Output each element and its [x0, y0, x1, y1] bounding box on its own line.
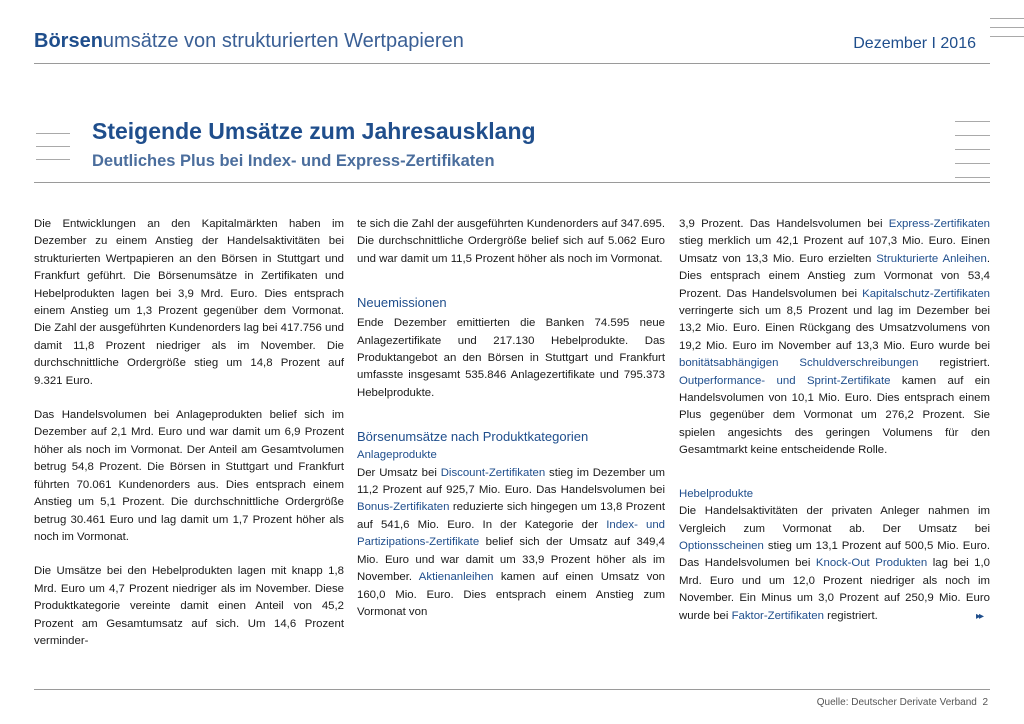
text-column-3	[679, 216, 990, 625]
header-title-rest: umsätze von strukturierten Wertpapieren	[102, 30, 464, 52]
source-text: Quelle: Deutscher Derivate Verband	[816, 697, 977, 708]
link-faktor-zertifikate[interactable]: Faktor-Zertifikaten	[731, 609, 824, 622]
date-year: 2016	[940, 35, 976, 52]
link-outperformance-sprint-zertifikate[interactable]: Outperformance- und Sprint-Zertifikate	[679, 374, 891, 387]
article-title: Steigende Umsätze zum Jahresausklang	[92, 118, 536, 144]
link-discount-zertifikate[interactable]: Discount-Zertifikaten	[440, 466, 546, 479]
decorative-lines-right	[955, 121, 990, 191]
subheading-hebelprodukte: Hebelprodukte	[679, 487, 754, 500]
decorative-lines-top-right	[990, 18, 1024, 45]
paragraph: 3,9 Prozent. Das Handelsvolumen bei Express-Zertifikaten stieg merklich um 42,1 Prozent auf 107,3 Mio. Euro. Einen Umsatz von 13,3 Mio. Euro erzielten Strukturierte Anleihen. Dies entsprach einem Anstieg zum Vormonat von 53,4 Prozent. Das Handelsvolumen bei Kapitalschutz-Zertifikaten verringerte sich um 8,5 Prozent und lag im Dezember bei 13,2 Mio. Euro. Einen Rückgang des Umsatzvolumens von 19,2 Mio. Euro im November auf 13,3 Mio. Euro wurde bei bonitätsabhängigen Schuldverschreibungen registriert. Outperformance- und Sprint-Zertifikate kamen auf ein Handelsvolumen von 10,1 Mio. Euro. Dies entsprach einem Plus gegenüber dem Vormonat um 276,2 Prozent. Sie spielen angesichts des geringen Volumens für den Gesamtmarkt keine entscheidende Rolle.	[679, 218, 991, 457]
date-month: Dezember	[853, 35, 928, 52]
link-index-partizipations-zertifikate[interactable]: Index- und Partizipations-Zertifikate	[357, 518, 665, 549]
link-bonitaetsabhaengige-schuldverschreibungen[interactable]: bonitätsabhängigen Schuldverschreibungen	[679, 357, 919, 370]
subheading-anlageprodukte: Anlageprodukte	[357, 449, 437, 462]
footer-divider	[34, 689, 990, 690]
paragraph: Ende Dezember emittierten die Banken 74.595 neue Anlagezertifikate und 217.130 Hebelprodukte. Das Produktangebot an den Börsen in Stuttgart und Frankfurt umfasste insgesamt 535.846 Anlagezertifikate und 795.373 Hebelprodukte.	[357, 317, 665, 399]
paragraph: Die Handelsaktivitäten der privaten Anleger nahmen im Vergleich zum Vormonat ab. Der Umsatz bei Optionsscheinen stieg um 13,1 Prozent auf 500,5 Mio. Euro. Das Handelsvolumen bei Knock-Out Produkten lag bei 1,0 Mrd. Euro und um 12,0 Prozent niedriger als noch im November. Ein Minus um 3,0 Prozent auf 250,9 Mio. Euro wurde bei Faktor-Zertifikaten registriert.	[679, 505, 991, 622]
paragraph: te sich die Zahl der ausgeführten Kundenorders auf 347.695. Die durchschnittliche Ordergröße belief sich auf 5.062 Euro und war damit um 11,5 Prozent höher als noch im Vormonat.	[357, 218, 665, 265]
section-heading-neuemissionen: Neuemissionen	[357, 295, 447, 311]
paragraph: Der Umsatz bei Discount-Zertifikaten stieg im Dezember um 11,2 Prozent auf 925,7 Mio. Euro. Das Handelsvolumen bei Bonus-Zertifikaten reduzierte sich hingegen um 13,8 Prozent auf 541,6 Mio. Euro. In der Kategorie der Index- und Partizipations-Zertifikate belief sich der Umsatz auf 349,4 Mio. Euro und war damit um 33,9 Prozent höher als im November. Aktienanleihen kamen auf einen Umsatz von 160,0 Mio. Euro. Dies entsprach einem Anstieg zum Vormonat von	[357, 466, 665, 618]
decorative-lines-left	[36, 133, 70, 172]
text-column-2	[357, 216, 665, 621]
page-number: 2	[982, 697, 988, 708]
link-optionsscheine[interactable]: Optionsscheinen	[679, 539, 764, 552]
link-kapitalschutz-zertifikate[interactable]: Kapitalschutz-Zertifikaten	[862, 287, 990, 300]
header-divider	[34, 63, 990, 64]
link-strukturierte-anleihen[interactable]: Strukturierte Anleihen	[876, 252, 987, 265]
continue-arrow-icon[interactable]: ▸▸	[976, 611, 983, 622]
title-divider	[34, 182, 990, 183]
paragraph: Die Entwicklungen an den Kapitalmärkten haben im Dezember zu einem Anstieg der Handelsaktivitäten bei strukturierten Wertpapieren an den Börsen in Stuttgart und Frankfurt geführt. Die Börsenumsätze in Zertifikaten und Hebelprodukten lagen bei 3,9 Mrd. Euro. Dies entsprach einem Anstieg um 1,3 Prozent gegenüber dem Vormonat. Die Zahl der ausgeführten Kundenorders lag bei 417.756 und damit 11,8 Prozent niedriger als im November. Die durchschnittliche Ordergröße stieg um 14,8 Prozent auf 9.321 Euro.	[34, 218, 344, 387]
paragraph: Die Umsätze bei den Hebelprodukten lagen mit knapp 1,8 Mrd. Euro um 4,7 Prozent niedriger als im November. Diese Produktkategorie vereinte damit einen Anteil von 45,2 Prozent am Gesamtumsatz auf sich. Um 14,6 Prozent verminder-	[34, 565, 344, 647]
date-separator: I	[931, 35, 936, 52]
link-knock-out-produkte[interactable]: Knock-Out Produkten	[815, 557, 928, 570]
link-bonus-zertifikate[interactable]: Bonus-Zertifikaten	[357, 501, 450, 514]
header-date	[853, 35, 976, 53]
header-title-bold: Börsen	[34, 30, 103, 52]
article-subtitle: Deutliches Plus bei Index- und Express-Zertifikaten	[92, 152, 495, 170]
paragraph: Das Handelsvolumen bei Anlageprodukten belief sich im Dezember auf 2,1 Mrd. Euro und war damit um 6,9 Prozent höher als noch im Vormonat. Der Anteil am Gesamtvolumen betrug 54,8 Prozent. Die Börsen in Stuttgart und Frankfurt führten 70.061 Kundenorders aus. Dies entsprach einem Anstieg um 5,1 Prozent. Die durchschnittliche Ordergröße betrug 30.461 Euro und lag damit um 1,7 Prozent höher als noch im Vormonat.	[34, 409, 344, 543]
footer-source	[817, 697, 988, 708]
link-express-zertifikate[interactable]: Express-Zertifikaten	[888, 218, 990, 230]
text-column-1	[34, 216, 344, 650]
link-aktienanleihen[interactable]: Aktienanleihen	[418, 571, 494, 584]
document-header-title	[34, 30, 464, 53]
section-heading-produktkategorien: Börsenumsätze nach Produktkategorien	[357, 429, 589, 445]
